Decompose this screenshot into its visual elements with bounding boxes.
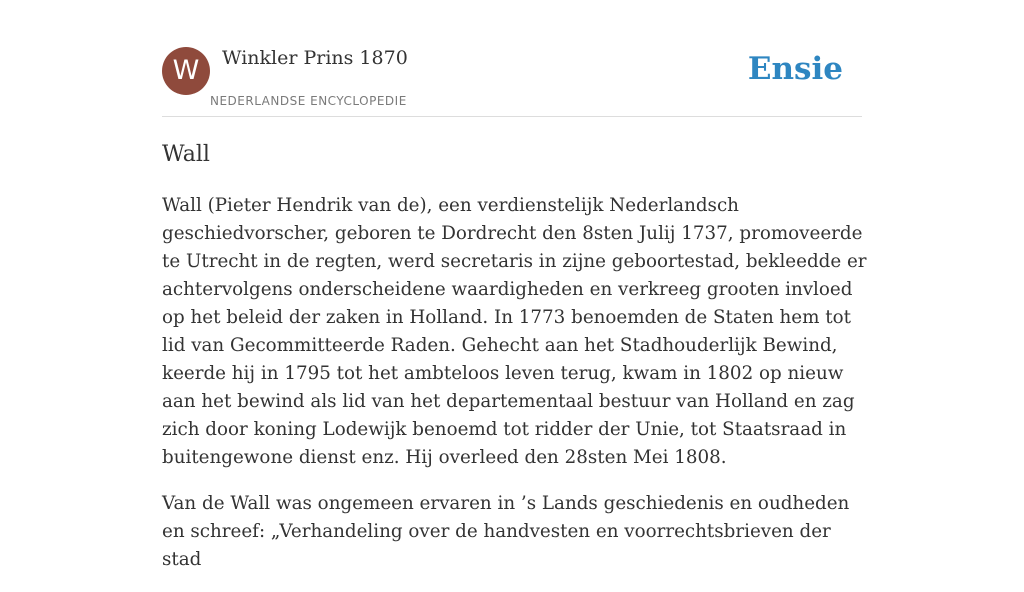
source-title-link[interactable]: Winkler Prins 1870 bbox=[222, 47, 408, 69]
source-avatar[interactable]: W bbox=[162, 47, 210, 95]
article-body bbox=[162, 192, 870, 592]
source-header bbox=[162, 47, 862, 117]
entry-title: Wall bbox=[162, 142, 210, 167]
article-paragraph: Van de Wall was ongemeen ervaren in ’s Lands geschiedenis en oudheden en schreef: „Verhandeling over de handvesten en voorrechtsbrieven der stad bbox=[162, 493, 850, 570]
source-subtitle: NEDERLANDSE ENCYCLOPEDIE bbox=[210, 94, 407, 108]
article-paragraph: Wall (Pieter Hendrik van de), een verdienstelijk Nederlandsch geschiedvorscher, geboren te Dordrecht den 8sten Julij 1737, promoveerde te Utrecht in de regten, werd secretaris in zijne geboortestad, bekleedde er achtervolgens onderscheidene waardigheden en verkreeg grooten invloed op het beleid der zaken in Holland. In 1773 benoemden de Staten hem tot lid van Gecommitteerde Raden. Gehecht aan het Stadhouderlijk Bewind, keerde hij in 1795 tot het ambteloos leven terug, kwam in 1802 op nieuw aan het bewind als lid van het departementaal bestuur van Holland en zag zich door koning Lodewijk benoemd tot ridder der Unie, tot Staatsraad in buitengewone dienst enz. Hij overleed den 28sten Mei 1808. bbox=[162, 195, 867, 468]
ensie-logo[interactable]: Ensie bbox=[747, 51, 843, 87]
